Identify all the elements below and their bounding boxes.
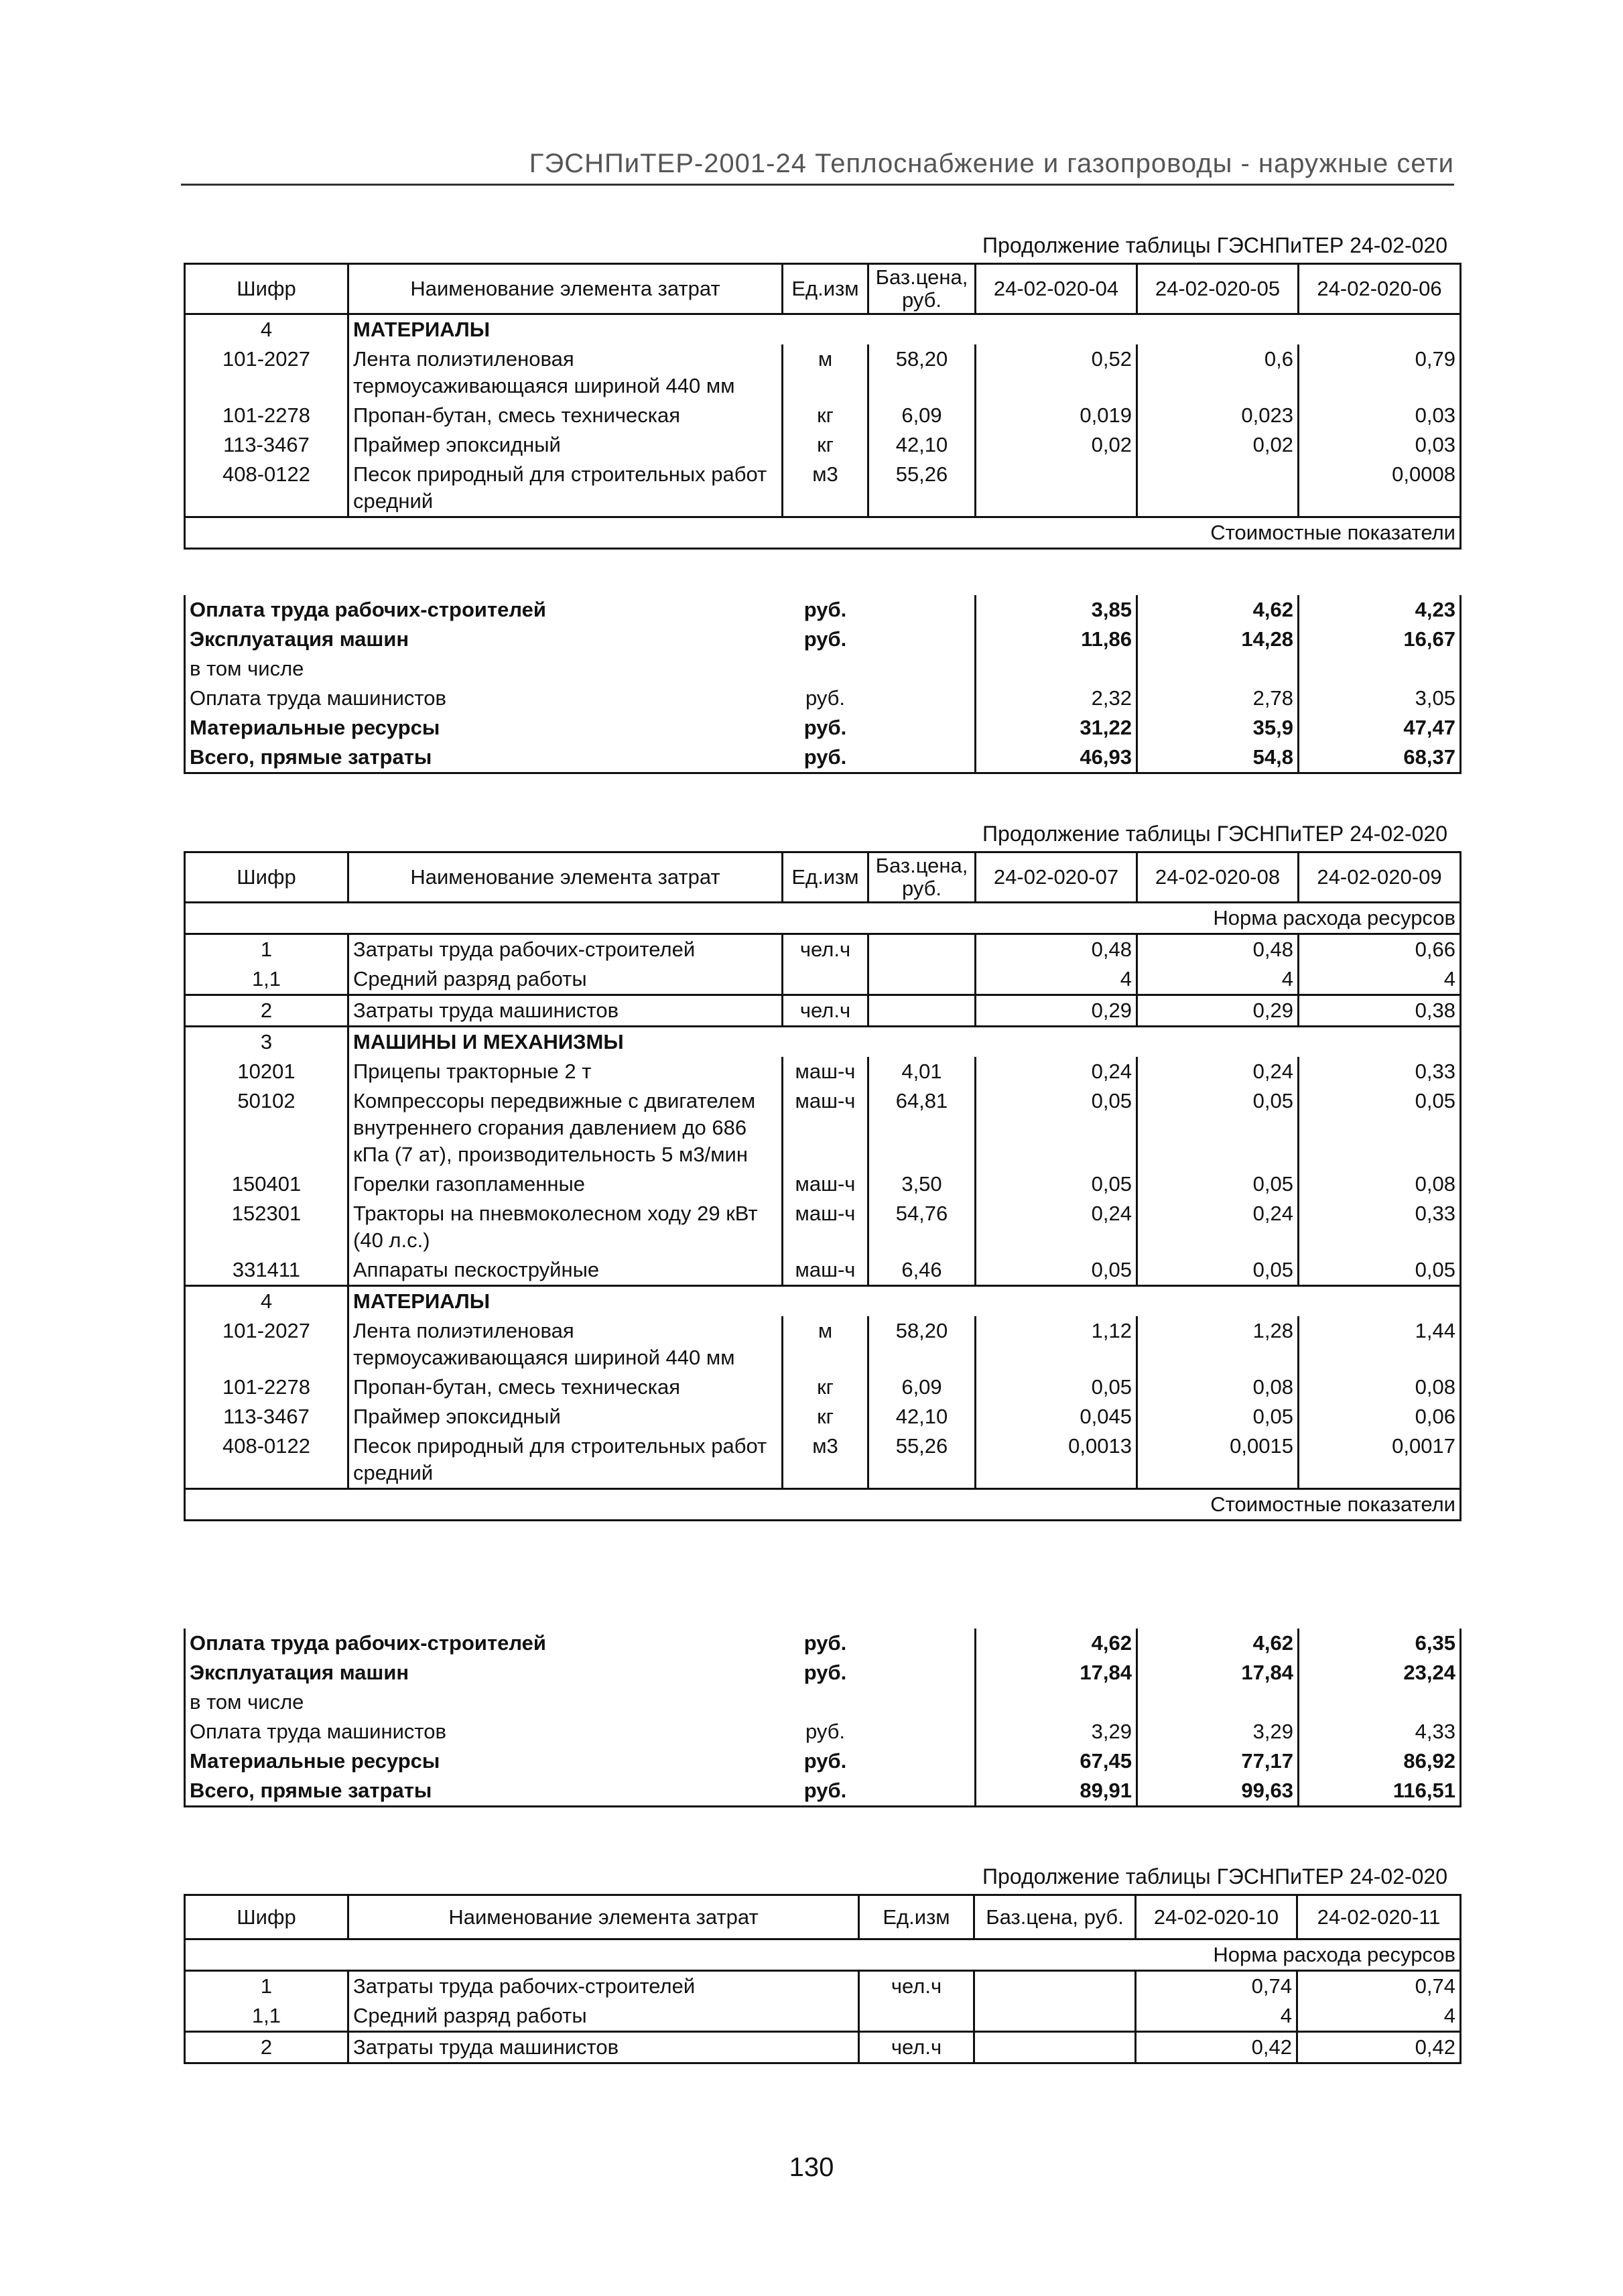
cost-table-2 [184,1629,1462,1807]
col-header-code: Шифр [185,1895,348,1939]
row-code: 113-3467 [185,1402,348,1431]
cost-price [868,1658,976,1687]
col-header-price: Баз.цена, руб. [974,1895,1136,1939]
row-unit: кг [783,430,868,460]
cost-value: 3,05 [1299,684,1461,713]
row-price: 54,76 [868,1199,976,1255]
table-row [185,2032,1461,2063]
cost-name: Материальные ресурсы [185,1746,783,1776]
row-value: 1,28 [1137,1316,1299,1373]
cost-price [868,1687,976,1717]
cost-unit [783,654,868,684]
band-label: Норма расхода ресурсов [185,1939,1461,1971]
row-code: 150401 [185,1169,348,1199]
row-value: 0,05 [1299,1086,1461,1169]
row-price [974,2032,1136,2063]
section-row [185,1286,1461,1317]
cost-row [185,1717,1461,1746]
cost-value: 23,24 [1299,1658,1461,1687]
row-value: 0,05 [976,1373,1137,1402]
cost-value: 6,35 [1299,1629,1461,1658]
row-code: 1,1 [185,2001,348,2032]
row-value: 0,24 [976,1057,1137,1086]
cost-unit [783,1687,868,1717]
row-code: 408-0122 [185,460,348,517]
table-row [185,1255,1461,1286]
cost-name: Всего, прямые затраты [185,1776,783,1807]
section-row [185,314,1461,345]
cost-price [868,1717,976,1746]
row-unit: м [783,1316,868,1373]
row-value: 0,08 [1299,1169,1461,1199]
cost-value: 35,9 [1137,713,1299,743]
table-row [185,2001,1461,2032]
col-header-norm: 24-02-020-10 [1136,1895,1297,1939]
row-name: Пропан-бутан, смесь техническая [348,1373,783,1402]
page-number: 130 [789,2153,834,2182]
row-price: 58,20 [868,1316,976,1373]
col-header-unit: Ед.изм [859,1895,974,1939]
row-code: 113-3467 [185,430,348,460]
row-code: 408-0122 [185,1431,348,1489]
cost-row [185,1746,1461,1776]
cost-price [868,625,976,654]
cost-unit: руб. [805,686,846,710]
row-value: 0,48 [1137,934,1299,965]
row-value: 0,06 [1299,1402,1461,1431]
row-value: 0,045 [976,1402,1137,1431]
cost-value: 46,93 [976,743,1137,773]
cost-value: 77,17 [1137,1746,1299,1776]
row-value: 4 [976,964,1137,995]
table-row [185,401,1461,430]
row-name: Тракторы на пневмоколесном ходу 29 кВт (40 л.с.) [348,1199,783,1255]
cost-unit: руб. [803,1749,847,1773]
band-row [185,903,1461,934]
row-code: 1 [185,1971,348,2002]
row-unit: чел.ч [859,1971,974,2002]
table-row [185,1971,1461,2002]
row-value: 0,42 [1136,2032,1297,2063]
cost-row [185,625,1461,654]
cost-price [868,743,976,773]
row-value: 0,08 [1137,1373,1299,1402]
cost-value: 2,78 [1137,684,1299,713]
section-row [185,1027,1461,1058]
row-code: 1,1 [185,964,348,995]
cost-unit: руб. [803,716,847,739]
row-value: 1,44 [1299,1316,1461,1373]
row-unit: чел.ч [859,2032,974,2063]
band-row [185,1939,1461,1971]
band-label: Норма расхода ресурсов [185,903,1461,934]
table-caption: Продолжение таблицы ГЭСНПиТЕР 24-02-020 [982,233,1447,257]
cost-unit: руб. [803,1631,847,1655]
row-value: 4 [1297,2001,1461,2032]
band-label: Стоимостные показатели [185,517,1461,549]
row-name: Средний разряд работы [348,2001,859,2032]
row-value: 0,74 [1297,1971,1461,2002]
cost-unit: руб. [783,1776,868,1807]
row-price: 55,26 [868,1431,976,1489]
row-unit: м3 [783,1431,868,1489]
row-value: 0,05 [1299,1255,1461,1286]
row-unit: кг [783,401,868,430]
row-value: 0,0013 [976,1431,1137,1489]
row-price [974,2001,1136,2032]
row-value: 0,03 [1299,430,1461,460]
row-price: 4,01 [868,1057,976,1086]
col-header-name: Наименование элемента затрат [348,1895,859,1939]
row-code: 101-2027 [185,1316,348,1373]
col-header-norm: 24-02-020-04 [976,264,1137,314]
cost-unit: руб. [805,1720,846,1743]
cost-name: в том числе [185,654,783,684]
page-header: ГЭСНПиТЕР-2001-24 Теплоснабжение и газопроводы - наружные сети [181,146,1454,186]
band-row [185,517,1461,549]
cost-price [868,1776,976,1807]
col-header-price: Баз.цена, руб. [868,852,976,903]
cost-value: 14,28 [1137,625,1299,654]
col-header-unit: Ед.изм [783,852,868,903]
col-header-unit: Ед.изм [783,264,868,314]
row-unit: маш-ч [783,1057,868,1086]
row-value: 0,52 [976,344,1137,401]
row-code: 331411 [185,1255,348,1286]
col-header-code: Шифр [185,852,348,903]
row-value: 0,0008 [1299,460,1461,517]
table-body [185,934,1461,1489]
row-value: 0,05 [976,1255,1137,1286]
cost-name: Материальные ресурсы [185,713,783,743]
cost-name: Всего, прямые затраты [185,743,783,773]
row-value [1137,460,1299,517]
col-header-norm: 24-02-020-07 [976,852,1137,903]
row-value: 0,24 [1137,1057,1299,1086]
cost-value: 31,22 [976,713,1137,743]
row-unit: маш-ч [783,1086,868,1169]
row-price [974,1971,1136,2002]
cost-price [868,1629,976,1658]
row-value: 0,29 [976,995,1137,1027]
row-name: Песок природный для строительных работ средний [348,1431,783,1489]
row-name: Компрессоры передвижные с двигателем внутреннего сгорания давлением до 686 кПа (7 ат), производительность 5 м3/мин [348,1086,783,1169]
row-code: 1 [185,934,348,965]
cost-value: 17,84 [1137,1658,1299,1687]
table-row [185,1057,1461,1086]
row-value: 4 [1136,2001,1297,2032]
row-name: Аппараты пескоструйные [348,1255,783,1286]
row-price: 42,10 [868,1402,976,1431]
row-value: 0,66 [1299,934,1461,965]
row-value: 0,05 [976,1086,1137,1169]
table-row [185,1373,1461,1402]
section-title: МАШИНЫ И МЕХАНИЗМЫ [348,1027,1461,1058]
col-header-name: Наименование элемента затрат [348,852,783,903]
row-value: 0,0017 [1299,1431,1461,1489]
cost-name: Оплата труда машинистов [185,684,783,713]
row-price [868,995,976,1027]
table-row [185,1316,1461,1373]
row-price: 55,26 [868,460,976,517]
cost-value: 4,62 [1137,595,1299,625]
cost-value: 3,29 [976,1717,1137,1746]
row-value: 4 [1299,964,1461,995]
table-row [185,1431,1461,1489]
cost-value: 4,33 [1299,1717,1461,1746]
col-header-price: Баз.цена, руб. [868,264,976,314]
cost-value: 86,92 [1299,1746,1461,1776]
table-row [185,964,1461,995]
row-code: 4 [185,1286,348,1317]
row-price: 64,81 [868,1086,976,1169]
row-unit: маш-ч [783,1169,868,1199]
row-unit: маш-ч [783,1199,868,1255]
cost-row [185,684,1461,713]
table-body [185,314,1461,517]
row-name: Затраты труда машинистов [348,2032,859,2063]
cost-value: 47,47 [1299,713,1461,743]
row-value: 0,05 [1137,1402,1299,1431]
cost-row [185,1687,1461,1717]
table-row [185,430,1461,460]
row-value: 0,0015 [1137,1431,1299,1489]
row-value: 0,24 [976,1199,1137,1255]
row-value: 0,05 [1137,1255,1299,1286]
cost-price [868,595,976,625]
row-name: Праймер эпоксидный [348,430,783,460]
band-row [185,1489,1461,1521]
row-unit: кг [783,1402,868,1431]
row-value: 0,02 [976,430,1137,460]
row-value: 0,79 [1299,344,1461,401]
row-code: 101-2278 [185,1373,348,1402]
row-name: Пропан-бутан, смесь техническая [348,401,783,430]
cost-value: 4,62 [976,1629,1137,1658]
row-name: Прицепы тракторные 2 т [348,1057,783,1086]
row-name: Средний разряд работы [348,964,783,995]
cost-price [868,684,976,713]
cost-unit: руб. [803,598,847,621]
row-value: 0,48 [976,934,1137,965]
row-price [868,934,976,965]
cost-value: 68,37 [1299,743,1461,773]
row-value: 0,08 [1299,1373,1461,1402]
col-header-norm: 24-02-020-11 [1297,1895,1461,1939]
col-header-norm: 24-02-020-09 [1299,852,1461,903]
row-price: 6,46 [868,1255,976,1286]
cost-name: Оплата труда рабочих-строителей [185,595,783,625]
row-value [976,460,1137,517]
cost-value [976,654,1137,684]
row-name: Праймер эпоксидный [348,1402,783,1431]
row-name: Горелки газопламенные [348,1169,783,1199]
cost-value: 116,51 [1299,1776,1461,1807]
section-title: МАТЕРИАЛЫ [348,314,1461,345]
row-unit: чел.ч [783,995,868,1027]
row-name: Затраты труда машинистов [348,995,783,1027]
row-unit [783,964,868,995]
cost-value: 17,84 [976,1658,1137,1687]
row-value: 0,6 [1137,344,1299,401]
row-value: 0,02 [1137,430,1299,460]
row-value: 0,019 [976,401,1137,430]
row-code: 2 [185,2032,348,2063]
cost-name: Эксплуатация машин [185,1658,783,1687]
row-price: 3,50 [868,1169,976,1199]
table-row [185,1086,1461,1169]
row-value: 1,12 [976,1316,1137,1373]
row-value: 0,33 [1299,1199,1461,1255]
cost-name: Эксплуатация машин [185,625,783,654]
row-value: 0,74 [1136,1971,1297,2002]
table-row [185,1199,1461,1255]
cost-table-1 [184,595,1462,774]
cost-value: 67,45 [976,1746,1137,1776]
row-name: Песок природный для строительных работ средний [348,460,783,517]
cost-row [185,743,1461,773]
cost-value: 3,29 [1137,1717,1299,1746]
cost-price [868,1746,976,1776]
row-unit: м [783,344,868,401]
row-value: 0,24 [1137,1199,1299,1255]
cost-value: 2,32 [976,684,1137,713]
table-row [185,460,1461,517]
cost-unit: руб. [803,1661,847,1684]
table-caption: Продолжение таблицы ГЭСНПиТЕР 24-02-020 [982,822,1447,846]
row-code: 152301 [185,1199,348,1255]
row-price: 6,09 [868,401,976,430]
cost-row [185,1658,1461,1687]
row-unit: чел.ч [783,934,868,965]
row-price: 58,20 [868,344,976,401]
row-code: 3 [185,1027,348,1058]
col-header-norm: 24-02-020-05 [1137,264,1299,314]
row-value: 0,42 [1297,2032,1461,2063]
row-code: 4 [185,314,348,345]
cost-value: 54,8 [1137,743,1299,773]
row-price: 6,09 [868,1373,976,1402]
row-value: 0,38 [1299,995,1461,1027]
cost-value: 89,91 [976,1776,1137,1807]
row-value: 0,05 [1137,1169,1299,1199]
row-value: 0,03 [1299,401,1461,430]
cost-price [868,654,976,684]
cost-row [185,595,1461,625]
cost-value [1137,1687,1299,1717]
col-header-norm: 24-02-020-08 [1137,852,1299,903]
row-unit [859,2001,974,2032]
cost-value [1137,654,1299,684]
band-label: Стоимостные показатели [185,1489,1461,1521]
row-unit: кг [783,1373,868,1402]
cost-name: Оплата труда рабочих-строителей [185,1629,783,1658]
cost-name: в том числе [185,1687,783,1717]
row-value: 4 [1137,964,1299,995]
row-unit: м3 [783,460,868,517]
row-name: Лента полиэтиленовая термоусаживающаяся шириной 440 мм [348,344,783,401]
col-header-code: Шифр [185,264,348,314]
table-body [185,1971,1461,2063]
table-row [185,1169,1461,1199]
cost-value [1299,654,1461,684]
table-row [185,995,1461,1027]
row-price [868,964,976,995]
cost-value [976,1687,1137,1717]
row-value: 0,05 [1137,1086,1299,1169]
cost-row [185,654,1461,684]
cost-value: 99,63 [1137,1776,1299,1807]
row-value: 0,023 [1137,401,1299,430]
row-value: 0,33 [1299,1057,1461,1086]
col-header-norm: 24-02-020-06 [1299,264,1461,314]
cost-unit: руб. [783,743,868,773]
row-value: 0,29 [1137,995,1299,1027]
cost-row [185,1776,1461,1807]
row-code: 2 [185,995,348,1027]
resource-table-2 [184,851,1462,1521]
cost-unit: руб. [803,627,847,651]
cost-price [868,713,976,743]
cost-value: 11,86 [976,625,1137,654]
resource-table-1 [184,263,1462,550]
row-value: 0,05 [976,1169,1137,1199]
cost-row [185,713,1461,743]
col-header-name: Наименование элемента затрат [348,264,783,314]
row-name: Затраты труда рабочих-строителей [348,934,783,965]
table-row [185,1402,1461,1431]
row-name: Затраты труда рабочих-строителей [348,1971,859,2002]
row-code: 101-2027 [185,344,348,401]
table-caption: Продолжение таблицы ГЭСНПиТЕР 24-02-020 [982,1864,1447,1889]
table-row [185,934,1461,965]
cost-value: 4,23 [1299,595,1461,625]
row-name: Лента полиэтиленовая термоусаживающаяся шириной 440 мм [348,1316,783,1373]
resource-table-3 [184,1894,1462,2064]
cost-value: 4,62 [1137,1629,1299,1658]
cost-value: 16,67 [1299,625,1461,654]
row-price: 42,10 [868,430,976,460]
section-title: МАТЕРИАЛЫ [348,1286,1461,1317]
cost-row [185,1629,1461,1658]
cost-name: Оплата труда машинистов [185,1717,783,1746]
row-code: 50102 [185,1086,348,1169]
row-code: 10201 [185,1057,348,1086]
cost-value: 3,85 [976,595,1137,625]
row-code: 101-2278 [185,401,348,430]
cost-value [1299,1687,1461,1717]
row-unit: маш-ч [783,1255,868,1286]
table-row [185,344,1461,401]
